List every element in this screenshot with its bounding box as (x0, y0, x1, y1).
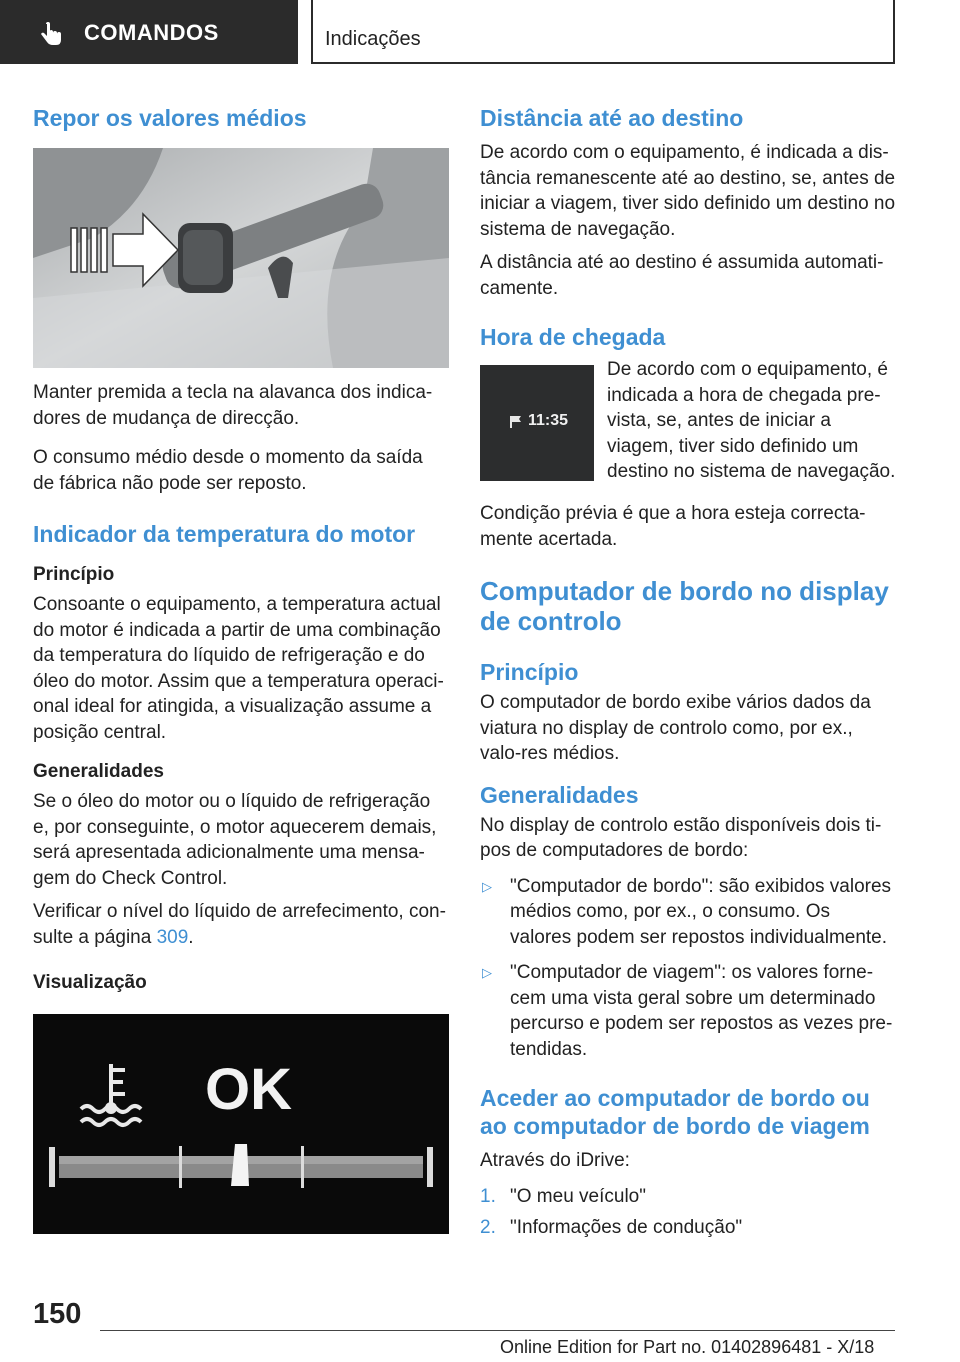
arrival-time-block (480, 359, 896, 482)
bullet-text-2: "Computador de viagem": os valores forne-cem uma vista geral sobre um determinado percurso e podem ser repostos as vezes pre-tendidas. (510, 962, 893, 1060)
heading-access-computer: Aceder ao computador de bordo ou ao computador de bordo de viagem (480, 1085, 870, 1139)
paragraph-arrival: De acordo com o equipamento, é indicada a hora de chegada pre-vista, se, antes de iniciar a viagem, tiver sido definido um destino no sistema de navegação. (607, 359, 896, 482)
temperature-gauge-bar (49, 1144, 433, 1188)
turn-signal-lever-image (33, 148, 449, 368)
paragraph-distance-2: A distância até ao destino é assumida automati-camente. (480, 252, 884, 299)
list-item (480, 960, 896, 1062)
hand-pointer-icon (38, 22, 64, 48)
paragraph-arrival-2: Condição prévia é que a hora esteja correcta-mente acertada. (480, 503, 866, 550)
step-number: 2. (480, 1217, 496, 1238)
heading-distance-to-destination: Distância até ao destino (480, 105, 744, 131)
step-text: "O meu veículo" (510, 1185, 646, 1207)
paragraph-reset-2: O consumo médio desde o momento da saída de fábrica não pode ser reposto. (33, 447, 423, 494)
step-text: "Informações de condução" (510, 1217, 743, 1238)
paragraph-distance-1: De acordo com o equipamento, é indicada a dis-tância remanescente até ao destino, se, antes de iniciar a viagem, tiver sido definido um destino no sistema de navegação. (480, 142, 896, 240)
chapter-tab-label: COMANDOS (84, 20, 219, 45)
engine-temperature-display (33, 1014, 449, 1234)
paragraph-general-2-end: . (188, 926, 194, 948)
triangle-bullet-icon: ▷ (482, 965, 492, 980)
step-item (480, 1215, 896, 1241)
heading-onboard-computer: Computador de bordo no display de controlo (480, 576, 889, 636)
arrival-time-value: 11:35 (528, 412, 569, 429)
heading-arrival-time: Hora de chegada (480, 324, 666, 350)
paragraph-access: Através do iDrive: (480, 1150, 630, 1171)
footer-edition: Online Edition for Part no. 01402896481 - X/18 (500, 1337, 875, 1357)
destination-flag-icon (509, 415, 523, 429)
arrival-time-display (480, 365, 594, 481)
subheading-general: Generalidades (33, 761, 164, 782)
step-number: 1. (480, 1185, 496, 1207)
paragraph-general-1: Se o óleo do motor ou o líquido de refrigeração e, por conseguinte, o motor aquecerem demais, será apresentada adicionalmente uma mensa-gem do Check Control. (33, 791, 437, 889)
paragraph-general-2-text: Verificar o nível do líquido de arrefecimento, con-sulte a página (33, 901, 446, 948)
triangle-bullet-icon: ▷ (482, 878, 492, 894)
paragraph-general-right: No display de controlo estão disponíveis dois ti-pos de computadores de bordo: (480, 814, 882, 861)
subheading-display: Visualização (33, 972, 147, 993)
paragraph-principle: Consoante o equipamento, a temperatura actual do motor é indicada a partir de uma combinação da temperatura do líquido de refrigeração e do óleo do motor. Assim que a temperatura operaci-onal ideal for atingida, a visualização assume a posição central. (33, 594, 444, 743)
paragraph-general-2 (33, 899, 449, 950)
chapter-tab[interactable] (0, 0, 298, 64)
page-link-309[interactable]: 309 (156, 926, 189, 948)
right-column (480, 100, 896, 1241)
heading-principle: Princípio (480, 659, 579, 685)
paragraph-principle-right: O computador de bordo exibe vários dados da viatura no display de controlo como, por ex., valo-res médios. (480, 692, 871, 764)
step-item (480, 1184, 896, 1210)
heading-general: Generalidades (480, 781, 639, 808)
subheading-principle: Princípio (33, 564, 115, 585)
turn-signal-lever-illustration (33, 148, 449, 368)
list-item (480, 874, 896, 951)
heading-reset-averages: Repor os valores médios (33, 105, 307, 131)
section-header (311, 0, 895, 64)
temperature-ok-label: OK (205, 1057, 292, 1122)
section-header-label: Indicações (325, 28, 421, 50)
bullet-text-1: "Computador de bordo": são exibidos valores médios como, por ex., o consumo. Os valores podem ser repostos individualmente. (510, 875, 892, 948)
paragraph-reset-1: Manter premida a tecla na alavanca dos indica-dores de mudança de direcção. (33, 382, 433, 429)
left-column (33, 100, 449, 1234)
heading-engine-temperature: Indicador da temperatura do motor (33, 521, 416, 547)
coolant-temperature-icon (33, 1014, 449, 1234)
footer-divider (100, 1330, 895, 1331)
page-number: 150 (33, 1298, 82, 1330)
